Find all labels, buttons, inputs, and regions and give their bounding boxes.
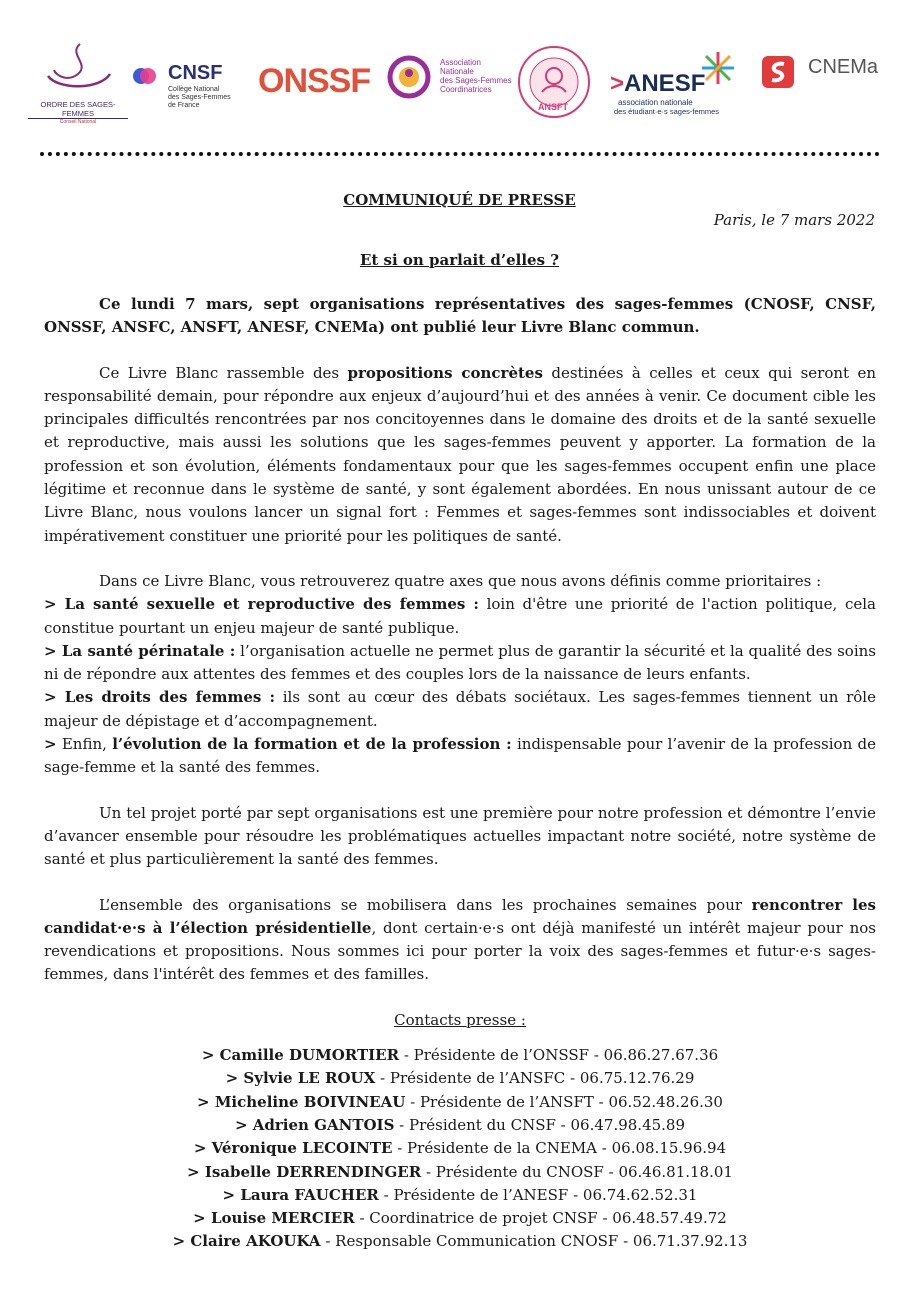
contact-role: - Présidente du CNOSF - 06.46.81.18.01 [421, 1162, 733, 1181]
contact-name: > Laura FAUCHER [222, 1185, 379, 1204]
cnema-name: CNEMa [808, 56, 879, 78]
contact-name: > Sylvie LE ROUX [225, 1069, 376, 1088]
axis-2-title: > La santé périnatale : [44, 641, 236, 660]
logo-anesf [610, 50, 740, 120]
logos-row [0, 40, 919, 125]
cnsf-sub-3: de France [168, 102, 200, 109]
contact-role: - Présidente de la CNEMA - 06.08.15.96.94 [392, 1139, 727, 1158]
axis-3-title: > Les droits des femmes : [44, 688, 276, 707]
contacts-heading: Contacts presse : [394, 1010, 526, 1029]
cnosf-name: ORDRE DES SAGES-FEMMES [28, 100, 128, 119]
contact-item [44, 1230, 876, 1253]
axis-4-text: indispensable pour l’avenir de la profession de sage-femme et la santé des femmes. [44, 735, 876, 777]
axis-3-text: ils sont au cœur des débats sociétaux. Les sages-femmes tiennent un rôle majeur de dépistage et d’accompagnement. [44, 688, 876, 730]
anesf-label: ANESF [624, 70, 706, 97]
anesf-sub-1: association nationale [618, 98, 693, 107]
intro-paragraph: Ce lundi 7 mars, sept organisations représentatives des sages-femmes (CNOSF, CNSF, ONSSF, ANSFC, ANSFT, ANESF, CNEMa) ont publié leur Livre Blanc commun. [44, 295, 876, 337]
logo-ansfc [386, 54, 516, 114]
ansfc-text-3: des Sages-Femmes [440, 76, 512, 85]
anesf-star-icon [700, 50, 736, 86]
subtitle-wrap [0, 250, 919, 269]
axis-2-text: l’organisation actuelle ne permet plus de garantir la sécurité et la qualité des soins ni de répondre aux attentes des femmes et des couples lors de la naissance de leurs enfants. [44, 641, 876, 684]
axis-2 [44, 640, 876, 687]
contact-name: > Adrien GANTOIS [234, 1115, 395, 1134]
ansfc-text-2: Nationale [440, 67, 474, 76]
cnema-emblem-icon [760, 54, 796, 90]
contact-item [44, 1067, 876, 1090]
contact-item [44, 1137, 876, 1160]
axis-4-mid: Enfin, [56, 735, 113, 754]
axis-1-title: > La santé sexuelle et reproductive des femmes : [44, 595, 479, 614]
axis-4 [44, 733, 876, 780]
contact-role: - Présidente de l’ANESF - 06.74.62.52.31 [378, 1185, 698, 1204]
contact-name: > Véronique LECOINTE [193, 1139, 393, 1158]
contact-item [44, 1207, 876, 1230]
contact-name: > Micheline BOIVINEAU [197, 1092, 406, 1111]
contact-role: - Présidente de l’ONSSF - 06.86.27.67.36 [399, 1046, 719, 1065]
press-date: Paris, le 7 mars 2022 [713, 211, 875, 229]
paragraph-livre-blanc [44, 362, 876, 548]
ansft-name: ANSFT [538, 102, 568, 112]
cnosf-sub: Conseil National [59, 119, 97, 125]
contacts-list [44, 1044, 876, 1254]
contact-role: - Président du CNSF - 06.47.98.45.89 [394, 1115, 686, 1134]
cnsf-sub-1: Collège National [168, 86, 220, 93]
axis-3 [44, 686, 876, 733]
anesf-arrow-icon: > [610, 70, 625, 97]
axis-4-prefix: > [44, 735, 57, 754]
contact-role: - Présidente de l’ANSFT - 06.52.48.26.30 [405, 1092, 723, 1111]
cnosf-emblem-icon [28, 40, 128, 96]
contact-item [44, 1114, 876, 1137]
contact-role: - Responsable Communication CNOSF - 06.71.37.92.13 [320, 1232, 748, 1251]
contacts-heading-wrap [44, 1009, 876, 1032]
logo-cnema [760, 54, 890, 104]
p1-c: destinées à celles et ceux qui seront en responsabilité demain, pour répondre aux enjeux d’aujourd’hui et des années à venir. Ce document cible les principales difficultés rencontrées par nos concitoyennes dans le domaine des droits et de la santé sexuelle et reproductive, mais aussi les solutions que les sages-femmes peuvent y apporter. La formation de la profession et son évolution, éléments fondamentaux pour que les sages-femmes occupent enfin une place légitime et reconnue dans le système de santé, y sont également abordées. En nous unissant autour de ce Livre Blanc, nous voulons lancer un signal fort : Femmes et sages-femmes sont indissociables et doivent impérativement constituer une priorité pour les politiques de santé. [44, 363, 876, 545]
ansfc-emblem-icon [386, 54, 432, 100]
p4-c: , dont certain·e·s ont déjà manifesté un intérêt majeur pour nos revendications et propositions. Nous sommes ici pour porter la voix des sages-femmes et futur·e·s sages-femmes, dans l'intérêt des femmes et des familles. [44, 918, 877, 984]
press-body [44, 293, 876, 1254]
p1-a: Ce Livre Blanc rassemble des [99, 363, 348, 382]
p1-b: propositions concrètes [347, 363, 543, 382]
cnsf-sub-2: des Sages-Femmes [168, 94, 231, 101]
page-subtitle: Et si on parlait d’elles ? [359, 251, 560, 269]
page-title: COMMUNIQUÉ DE PRESSE [343, 191, 576, 209]
logo-cnsf [132, 62, 242, 122]
contact-role: - Coordinatrice de projet CNSF - 06.48.57.49.72 [354, 1209, 727, 1228]
p4-b: rencontrer les candidat·e·s à l’élection présidentielle [44, 895, 876, 937]
paragraph-mobilisation [44, 894, 876, 987]
axis-1-text: loin d'être une priorité de l'action politique, cela constitue pourtant un enjeu majeur de santé publique. [44, 595, 876, 637]
contact-name: > Isabelle DERRENDINGER [187, 1162, 422, 1181]
cnsf-name: CNSF [168, 62, 223, 84]
ansfc-text-4: Coordinatrices [440, 85, 492, 94]
contact-name: > Claire AKOUKA [172, 1232, 321, 1251]
title-wrap [0, 190, 919, 209]
axis-4-title: l’évolution de la formation et de la profession : [112, 735, 512, 754]
logo-onssf: ONSSF [258, 62, 371, 100]
anesf-sub-2: des étudiant·e·s sages-femmes [614, 107, 720, 116]
axes-intro: Dans ce Livre Blanc, vous retrouverez quatre axes que nous avons définis comme prioritaires : [99, 571, 822, 590]
contact-item [44, 1091, 876, 1114]
logo-ansft [516, 44, 592, 120]
ansfc-text-1: Association [440, 58, 481, 67]
paragraph-projet: Un tel projet porté par sept organisations est une première pour notre profession et démontre l’envie d’avancer ensemble pour résoudre les problématiques actuelles impactant notre société, notre système de santé et plus particulièrement la santé des femmes. [44, 803, 876, 869]
contact-item [44, 1161, 876, 1184]
contact-item [44, 1044, 876, 1067]
logo-cnosf [28, 40, 128, 125]
anesf-name [610, 70, 705, 98]
p4-a: L’ensemble des organisations se mobilisera dans les prochaines semaines pour [99, 895, 752, 914]
contact-name: > Louise MERCIER [193, 1209, 355, 1228]
axis-1 [44, 593, 876, 640]
contact-name: > Camille DUMORTIER [201, 1046, 400, 1065]
cnsf-bubbles-icon [132, 64, 158, 88]
contact-role: - Présidente de l’ANSFC - 06.75.12.76.29 [375, 1069, 695, 1088]
contact-item [44, 1184, 876, 1207]
dotted-separator [40, 152, 880, 156]
